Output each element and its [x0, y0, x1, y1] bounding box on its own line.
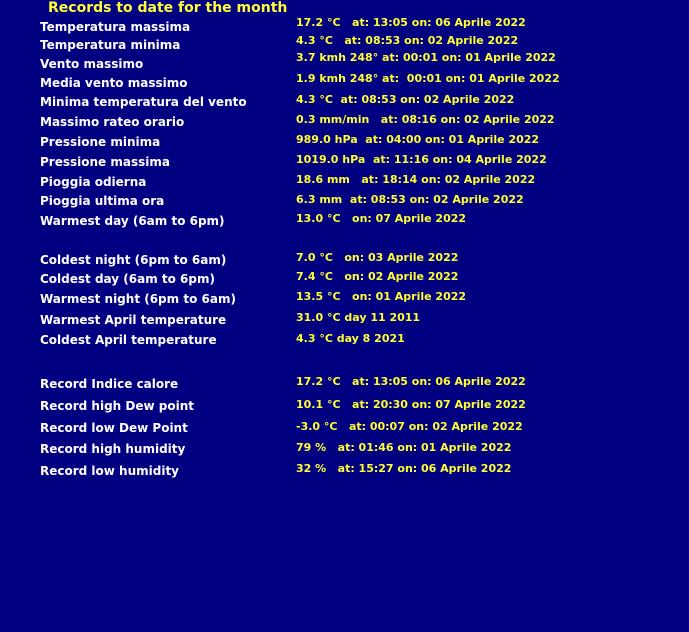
record-value: 989.0 hPa at: 04:00 on: 01 Aprile 2022 [296, 133, 540, 146]
page-title: Records to date for the month [48, 0, 288, 16]
record-value: 4.3 °C at: 08:53 on: 02 Aprile 2022 [296, 93, 515, 106]
record-row-warmest-night [0, 290, 689, 308]
record-row-pioggia-odierna [0, 173, 689, 191]
record-label: Pressione massima [40, 155, 170, 169]
record-row-high-dew-point [0, 397, 689, 415]
record-row-pressione-massima [0, 153, 689, 171]
record-value: 0.3 mm/min at: 08:16 on: 02 Aprile 2022 [296, 113, 555, 126]
record-label: Pioggia odierna [40, 175, 147, 189]
record-label: Pioggia ultima ora [40, 194, 165, 208]
record-label: Coldest April temperature [40, 333, 217, 347]
record-label: Minima temperatura del vento [40, 95, 247, 109]
record-value: 13.5 °C on: 01 Aprile 2022 [296, 290, 467, 303]
record-row-low-dew-point [0, 419, 689, 437]
record-row-coldest-day [0, 270, 689, 288]
record-row-warmest-april-temperature [0, 311, 689, 329]
record-value: 31.0 °C day 11 2011 [296, 311, 421, 324]
record-row-pressione-minima [0, 133, 689, 151]
record-value: 4.3 °C day 8 2021 [296, 332, 405, 345]
record-value: 79 % at: 01:46 on: 01 Aprile 2022 [296, 441, 512, 454]
record-value: 17.2 °C at: 13:05 on: 06 Aprile 2022 [296, 16, 526, 29]
record-value: 32 % at: 15:27 on: 06 Aprile 2022 [296, 462, 512, 475]
record-row-minima-temperatura-vento [0, 93, 689, 111]
record-label: Vento massimo [40, 57, 144, 71]
record-label: Coldest night (6pm to 6am) [40, 253, 227, 267]
record-row-coldest-april-temperature [0, 331, 689, 349]
record-row-massimo-rateo-orario [0, 113, 689, 131]
record-label: Record high humidity [40, 442, 186, 456]
record-value: 10.1 °C at: 20:30 on: 07 Aprile 2022 [296, 398, 526, 411]
record-label: Massimo rateo orario [40, 115, 185, 129]
record-label: Temperatura massima [40, 20, 191, 34]
record-value: 17.2 °C at: 13:05 on: 06 Aprile 2022 [296, 375, 526, 388]
record-label: Warmest night (6pm to 6am) [40, 292, 236, 306]
record-label: Temperatura minima [40, 38, 181, 52]
record-row-media-vento-massimo [0, 74, 689, 92]
record-value: 1.9 kmh 248° at: 00:01 on: 01 Aprile 2022 [296, 72, 560, 85]
record-row-pioggia-ultima-ora [0, 192, 689, 210]
record-row-high-humidity [0, 440, 689, 458]
record-label: Warmest day (6am to 6pm) [40, 214, 225, 228]
record-row-warmest-day [0, 212, 689, 230]
record-label: Pressione minima [40, 135, 161, 149]
record-label: Record high Dew point [40, 399, 194, 413]
record-row-indice-calore [0, 375, 689, 393]
record-label: Record low humidity [40, 464, 180, 478]
record-value: 7.4 °C on: 02 Aprile 2022 [296, 270, 459, 283]
record-value: 1019.0 hPa at: 11:16 on: 04 Aprile 2022 [296, 153, 547, 166]
record-row-coldest-night [0, 251, 689, 269]
record-value: 18.6 mm at: 18:14 on: 02 Aprile 2022 [296, 173, 536, 186]
record-label: Record low Dew Point [40, 421, 188, 435]
record-value: 6.3 mm at: 08:53 on: 02 Aprile 2022 [296, 193, 524, 206]
record-value: 13.0 °C on: 07 Aprile 2022 [296, 212, 467, 225]
record-row-low-humidity [0, 462, 689, 480]
record-value: 4.3 °C at: 08:53 on: 02 Aprile 2022 [296, 34, 519, 47]
record-label: Warmest April temperature [40, 313, 227, 327]
record-value: -3.0 °C at: 00:07 on: 02 Aprile 2022 [296, 420, 523, 433]
record-label: Coldest day (6am to 6pm) [40, 272, 215, 286]
record-label: Record Indice calore [40, 377, 179, 391]
record-value: 3.7 kmh 248° at: 00:01 on: 01 Aprile 2022 [296, 51, 556, 64]
record-value: 7.0 °C on: 03 Aprile 2022 [296, 251, 459, 264]
record-label: Media vento massimo [40, 76, 188, 90]
